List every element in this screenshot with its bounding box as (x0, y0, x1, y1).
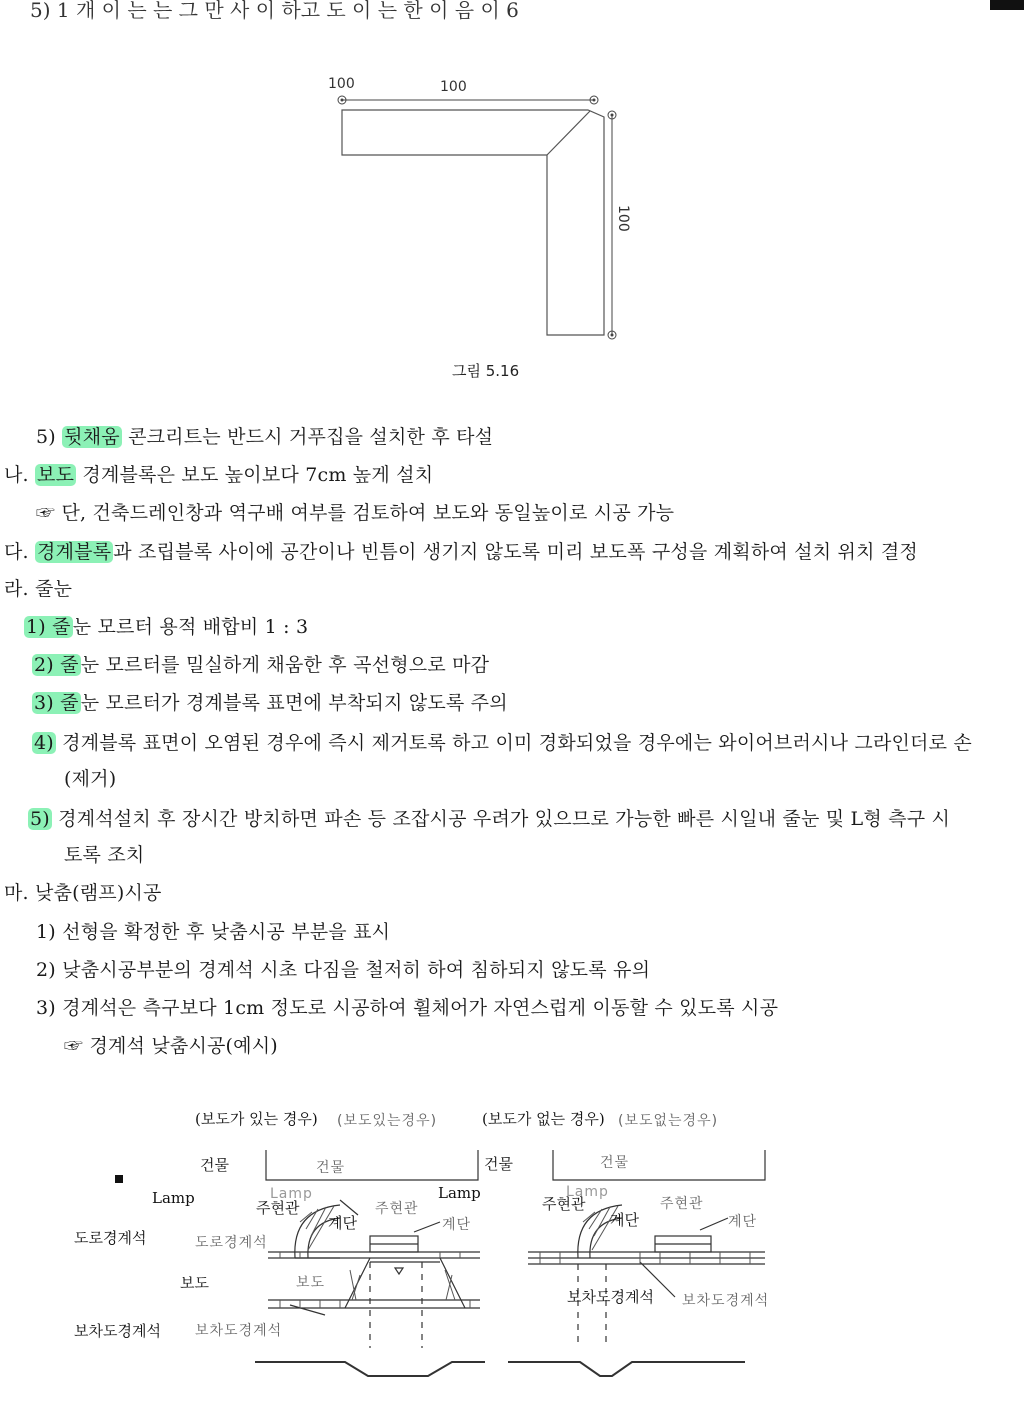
dim-corner: 100 (328, 76, 355, 92)
item-text: 과 조립블록 사이에 공간이나 빈틈이 생기지 않도록 미리 보도폭 구성을 계획하여 설치 위치 결정 (113, 541, 918, 563)
note-ma: ☞ 경계석 낮춤시공(예시) (64, 1035, 278, 1057)
entrance-label-right-handwritten: 주현관 (660, 1196, 704, 1212)
item-number: 나. (4, 464, 29, 486)
building-label-right: 건물 (484, 1155, 513, 1173)
item-ma: 마. 낮춤(램프)시공 (4, 882, 162, 904)
highlight: 보도 (37, 464, 75, 486)
road-curb-label-handwritten: 도로경계석 (195, 1235, 268, 1251)
right-panel-title-handwritten: (보도없는경우) (618, 1113, 719, 1129)
dim-top: 100 (440, 79, 467, 95)
item-ma-3: 3) 경계석은 측구보다 1cm 정도로 시공하여 휠체어가 자연스럽게 이동할 수 있도록 시공 (36, 997, 779, 1019)
highlight: 2) 줄 (34, 654, 79, 676)
stair-label-left-handwritten: 계단 (442, 1217, 472, 1233)
item-text: 경계석설치 후 장시간 방치하면 파손 등 조잡시공 우려가 있으므로 가능한 빠른 시일내 줄눈 및 L형 측구 시 (51, 808, 951, 830)
scan-speck (115, 1175, 123, 1183)
highlight: 뒷채움 (64, 426, 120, 448)
item-text: 콘크리트는 반드시 거푸집을 설치한 후 타설 (121, 426, 494, 448)
ped-curb-label-right: 보차도경계석 (567, 1288, 654, 1306)
road-curb-label: 도로경계석 (74, 1229, 147, 1247)
item-text: 눈 모르터 용적 배합비 1 : 3 (72, 616, 309, 638)
ped-curb-label-right-handwritten: 보차도경계석 (682, 1293, 770, 1309)
figure-caption: 그림 5.16 (452, 362, 520, 380)
cutoff-text: 5) 1 개 이 는 는 그 만 사 이 하고 도 이 는 한 이 음 이 6 (30, 0, 519, 22)
building-label-right-handwritten: 건물 (600, 1155, 630, 1171)
lamp-label-left-handwritten: Lamp (270, 1186, 313, 1202)
item-text: 눈 모르터가 경계블록 표면에 부착되지 않도록 주의 (80, 692, 508, 714)
stair-label-right-handwritten: 계단 (728, 1214, 758, 1230)
item-text: 경계블록 표면이 오염된 경우에 즉시 제거토록 하고 이미 경화되었을 경우에는 와이어브러시나 그라인더로 손 (55, 732, 972, 754)
ped-curb-label-left-handwritten: 보차도경계석 (195, 1323, 283, 1339)
item-ra-4-cont: (제거) (64, 768, 117, 790)
item-ma-2: 2) 낮춤시공부분의 경계석 시초 다짐을 철저히 하여 침하되지 않도록 유의 (36, 959, 651, 981)
sidewalk-label-handwritten: 보도 (296, 1275, 326, 1291)
highlight: 3) 줄 (34, 692, 79, 714)
stair-label-right: 계단 (610, 1211, 639, 1229)
item-text: 눈 모르터를 밀실하게 채움한 후 곡선형으로 마감 (80, 654, 490, 676)
highlight: 경계블록 (37, 541, 112, 563)
note-na: ☞ 단, 건축드레인창과 역구배 여부를 검토하여 보도와 동일높이로 시공 가능 (36, 502, 675, 524)
item-ra-5-cont: 토록 조치 (64, 844, 145, 866)
building-label-left: 건물 (200, 1156, 229, 1174)
lamp-label-left: Lamp (152, 1189, 195, 1207)
ped-curb-label-left: 보차도경계석 (74, 1322, 161, 1340)
highlight: 4) (34, 732, 54, 754)
highlight: 5) (30, 808, 50, 830)
left-panel-title-handwritten: (보도있는경우) (337, 1113, 438, 1129)
entrance-label-right: 주현관 (542, 1195, 586, 1213)
highlight: 1) 줄 (26, 616, 71, 638)
item-ra: 라. 줄눈 (4, 578, 73, 600)
dim-right: 100 (615, 205, 631, 232)
item-text: 경계블록은 보도 높이보다 7cm 높게 설치 (76, 464, 434, 486)
lamp-label-mid: Lamp (438, 1184, 481, 1202)
lamp-label-right-handwritten: Lamp (566, 1184, 609, 1200)
sidewalk-label: 보도 (180, 1274, 209, 1292)
entrance-label-left: 주현관 (256, 1199, 300, 1217)
left-panel-title: (보도가 있는 경우) (195, 1110, 318, 1128)
item-number: 다. (4, 541, 29, 563)
entrance-label-left-handwritten: 주현관 (375, 1201, 419, 1217)
building-label-left-handwritten: 건물 (316, 1160, 346, 1176)
stair-label-left: 계단 (328, 1214, 357, 1232)
item-number: 5) (36, 426, 56, 448)
item-ma-1: 1) 선형을 확정한 후 낮춤시공 부분을 표시 (36, 921, 391, 943)
right-panel-title: (보도가 없는 경우) (482, 1110, 605, 1128)
